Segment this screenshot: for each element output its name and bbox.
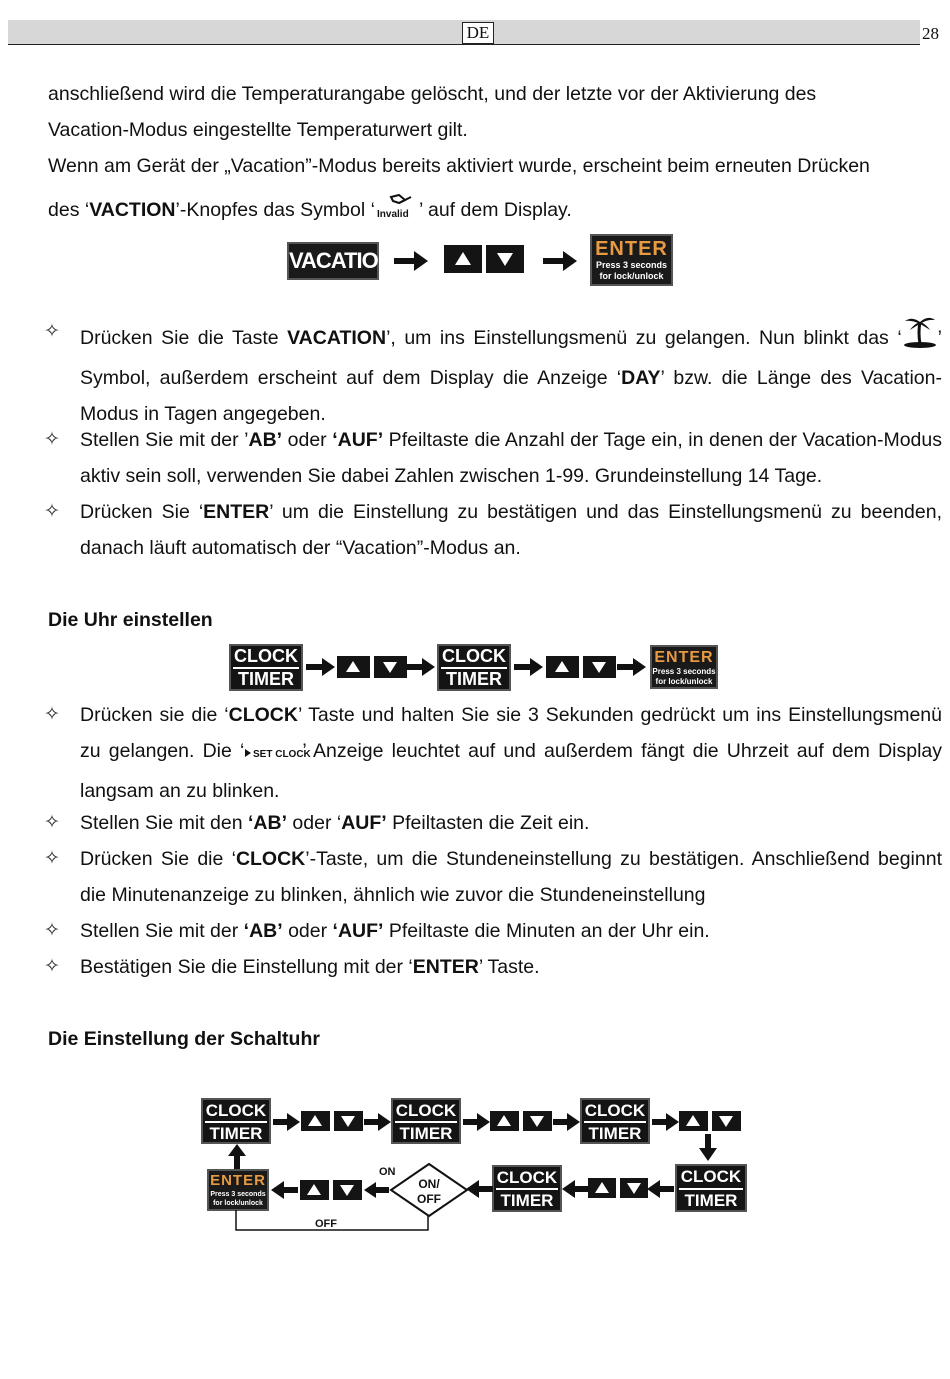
bullet-icon: ✧ (44, 848, 60, 869)
down-key-icon (523, 1111, 552, 1131)
set-clock-icon (244, 737, 312, 773)
intro-line-4: des ‘VACTION’-Knopfes das Symbol ‘ Invalid ’ auf dem Display. (48, 192, 572, 232)
arrow-right-icon (273, 1112, 301, 1132)
clock-timer-key: CLOCK TIMER (437, 644, 511, 691)
down-key-icon (712, 1111, 741, 1131)
vacation-bullet-1: Drücken Sie die Taste VACATION’, um ins Einstellungsmenü zu gelangen. Nun blinkt das ‘ ’ Symbol, außerdem erscheint auf dem Display die Anzeige ‘DAY’ bzw. die Länge des Vacation-Modus in Tagen angegeben. (80, 314, 942, 432)
up-down-keys (546, 656, 616, 678)
up-key-icon (588, 1178, 616, 1198)
clock-bullet-3: Drücken Sie die ‘CLOCK’-Taste, um die Stundeneinstellung zu bestätigen. Anschließend beginnt die Minutenanzeige zu blinken, ähnlich wie zuvor die Stundeneinstellung (80, 848, 942, 906)
enter-key: ENTER Press 3 seconds for lock/unlock (650, 645, 718, 689)
page-header-bar (8, 20, 920, 45)
section-heading-timer: Die Einstellung der Schaltuhr (48, 1028, 320, 1050)
vacation-bullet-2: Stellen Sie mit der ’AB’ oder ‘AUF’ Pfeiltaste die Anzahl der Tage ein, in denen der Vacation-Modus aktiv sein soll, verwenden Sie dabei Zahlen zwischen 1-99. Grundeinstellung 14 Tage. (80, 429, 942, 487)
up-key-icon (679, 1111, 708, 1131)
arrow-right-icon (306, 657, 336, 677)
arrow-right-icon (543, 250, 579, 272)
bullet-icon: ✧ (44, 429, 60, 450)
off-label: OFF (315, 1218, 337, 1230)
bullet-icon: ✧ (44, 704, 60, 725)
invalid-icon-text: Invalid (376, 209, 409, 220)
down-key-icon (334, 1111, 363, 1131)
language-tag: DE (462, 22, 494, 44)
clock-bullet-4: Stellen Sie mit der ‘AB’ oder ‘AUF’ Pfeiltaste die Minuten an der Uhr ein. (80, 920, 710, 942)
arrow-left-icon (647, 1179, 675, 1199)
svg-text:ON/: ON/ (418, 1177, 440, 1191)
up-down-keys (301, 1111, 363, 1131)
intro-line-2: Vacation-Modus eingestellte Temperaturwert gilt. (48, 119, 468, 141)
arrow-up-icon (227, 1144, 247, 1170)
bullet-icon: ✧ (44, 501, 60, 522)
up-key-icon (301, 1111, 330, 1131)
clock-bullet-5: Bestätigen Sie die Einstellung mit der ‘ENTER’ Taste. (80, 956, 540, 978)
bullet-icon: ✧ (44, 321, 60, 342)
up-down-keys (679, 1111, 741, 1131)
arrow-right-icon (364, 1112, 392, 1132)
clock-bullet-1: Drücken sie die ‘CLOCK’ Taste und halten Sie sie 3 Sekunden gedrückt um ins Einstellungsmenü zu gelangen. Die ‘ SET CLOCK ’ Anzeige leuchtet auf und außerdem fängt die Uhrzeit auf dem Display langsam an zu blinken. (80, 704, 943, 802)
arrow-right-icon (406, 657, 436, 677)
clock-timer-key: CLOCK TIMER (201, 1098, 271, 1144)
on-label: ON (379, 1166, 396, 1178)
arrow-left-icon (271, 1180, 299, 1200)
clock-timer-key: CLOCK TIMER (391, 1098, 461, 1144)
arrow-right-icon (514, 657, 544, 677)
down-key-icon (374, 656, 407, 678)
clock-bullet-2: Stellen Sie mit den ‘AB’ oder ‘AUF’ Pfeiltasten die Zeit ein. (80, 812, 590, 834)
bullet-icon: ✧ (44, 956, 60, 977)
arrow-right-icon (652, 1112, 680, 1132)
intro-line-1: anschließend wird die Temperaturangabe gelöscht, und der letzte vor der Aktivierung des (48, 83, 817, 105)
down-key-icon (620, 1178, 648, 1198)
section-heading-clock: Die Uhr einstellen (48, 609, 213, 631)
down-key-icon (486, 245, 524, 273)
clock-timer-key: CLOCK TIMER (675, 1164, 747, 1212)
up-key-icon (444, 245, 482, 273)
bullet-icon: ✧ (44, 920, 60, 941)
arrow-right-icon (617, 657, 647, 677)
up-down-keys (337, 656, 407, 678)
svg-text:SET CLOCK: SET CLOCK (253, 749, 312, 760)
down-key-icon (583, 656, 616, 678)
up-key-icon (546, 656, 579, 678)
arrow-left-icon (466, 1179, 494, 1199)
enter-key: ENTER Press 3 seconds for lock/unlock (207, 1169, 269, 1211)
bullet-icon: ✧ (44, 812, 60, 833)
palm-island-icon (902, 314, 938, 360)
arrow-left-icon (562, 1179, 590, 1199)
up-down-keys (490, 1111, 552, 1131)
arrow-right-icon (463, 1112, 491, 1132)
up-key-icon (337, 656, 370, 678)
clock-timer-key: CLOCK TIMER (580, 1098, 650, 1144)
vacation-bullet-3: Drücken Sie ‘ENTER’ um die Einstellung zu bestätigen und das Einstellungsmenü zu beenden, danach läuft automatisch der “Vacation”-Modus an. (80, 501, 942, 559)
vacation-key: VACATION (287, 242, 379, 280)
arrow-right-icon (394, 250, 430, 272)
intro-line-3: Wenn am Gerät der „Vacation”-Modus bereits aktiviert wurde, erscheint beim erneuten Drücken (48, 155, 870, 177)
arrow-right-icon (553, 1112, 581, 1132)
up-down-keys (300, 1180, 362, 1200)
enter-key: ENTER Press 3 seconds for lock/unlock (590, 234, 673, 286)
invalid-icon (375, 194, 419, 232)
arrow-down-icon (698, 1134, 718, 1162)
down-key-icon (333, 1180, 362, 1200)
clock-timer-key: CLOCK TIMER (229, 644, 303, 691)
up-down-keys (444, 245, 524, 273)
up-down-keys (588, 1178, 648, 1198)
page-number: 28 (922, 24, 939, 43)
clock-timer-key: CLOCK TIMER (492, 1165, 562, 1212)
up-key-icon (490, 1111, 519, 1131)
svg-text:OFF: OFF (417, 1192, 441, 1206)
up-key-icon (300, 1180, 329, 1200)
arrow-left-icon (364, 1181, 390, 1199)
